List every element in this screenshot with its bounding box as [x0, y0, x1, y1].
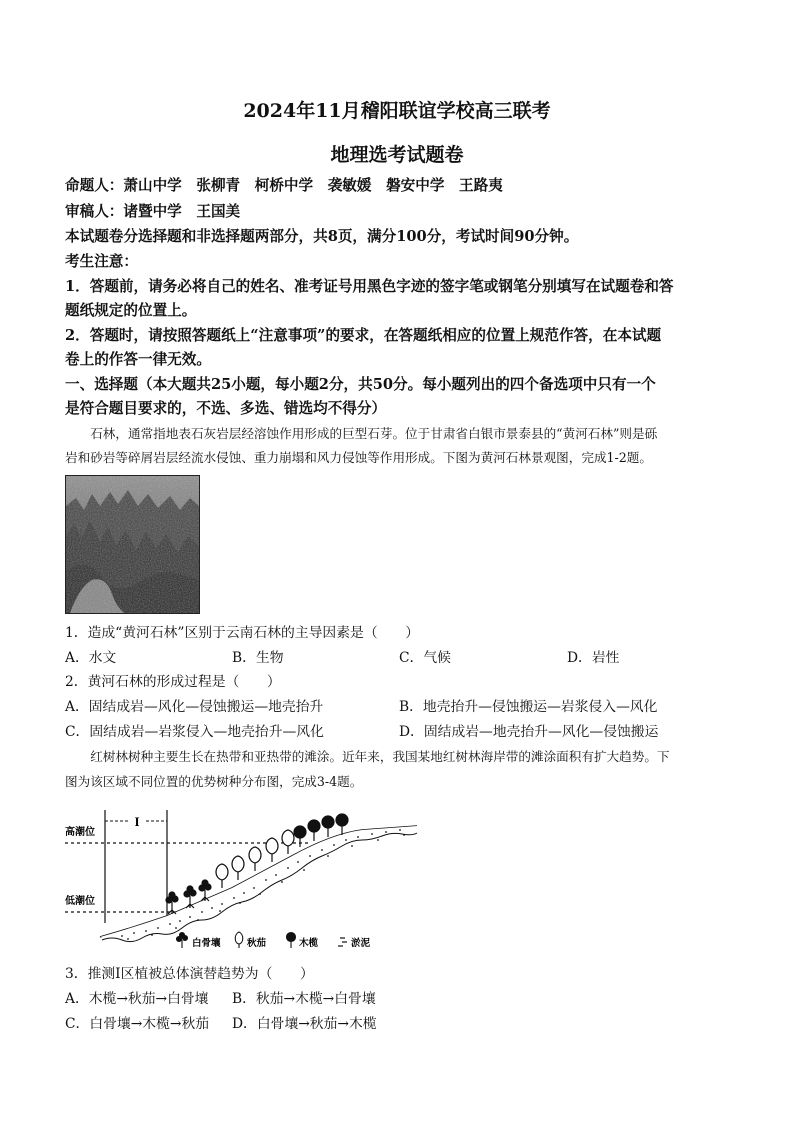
stone-forest-photo	[65, 475, 200, 614]
zone-i-label: I	[134, 814, 140, 829]
question-2-option-a: A．固结成岩—风化—侵蚀搬运—地壳抬升	[65, 699, 324, 715]
question-2-option-d: D．固结成岩—地壳抬升—风化—侵蚀搬运	[399, 724, 659, 740]
low-tide-label: 低潮位	[65, 896, 95, 907]
passage-2-line-2: 图为该区域不同位置的优势树种分布图，完成3-4题。	[65, 774, 363, 789]
exam-title: 2024年11月稽阳联谊学校高三联考	[243, 100, 551, 122]
overview-line: 本试题卷分选择题和非选择题两部分，共8页，满分100分，考试时间90分钟。	[65, 228, 579, 245]
high-tide-label: 高潮位	[65, 827, 95, 838]
question-3-option-d: D．白骨壤→秋茄→木榄	[232, 1016, 377, 1032]
passage-1-line-1: 石林，通常指地表石灰岩层经溶蚀作用形成的巨型石芽。位于甘肃省白银市景泰县的“黄河石林”则是砾	[65, 426, 658, 441]
question-2-option-b: B．地壳抬升—侵蚀搬运—岩浆侵入—风化	[399, 699, 658, 715]
legend-mulan: 木榄	[299, 938, 319, 949]
notice-item-2-line-1: 2．答题时，请按照答题纸上“注意事项”的要求，在答题纸相应的位置上规范作答，在本试题	[65, 327, 662, 344]
authors-line: 命题人：萧山中学 张柳青 柯桥中学 袭敏媛 磐安中学 王路夷	[65, 177, 503, 194]
legend-mud: 淤泥	[351, 938, 371, 949]
notice-heading: 考生注意：	[65, 253, 138, 270]
question-3-option-a: A．木榄→秋茄→白骨壤	[65, 991, 209, 1007]
reviewer-line: 审稿人：诸暨中学 王国美	[65, 203, 241, 220]
question-1-option-c: C．气候	[399, 650, 451, 666]
question-2-option-c: C．固结成岩—岩浆侵入—地壳抬升—风化	[65, 724, 324, 740]
question-3-option-b: B．秋茄→木榄→白骨壤	[232, 991, 376, 1007]
passage-1-line-2: 岩和砂岩等碎屑岩层经流水侵蚀、重力崩塌和风力侵蚀等作用形成。下图为黄河石林景观图，完成1-2题。	[65, 450, 652, 465]
passage-2-line-1: 红树林树种主要生长在热带和亚热带的滩涂。近年来，我国某地红树林海岸带的滩涂面积有扩大趋势。下	[65, 749, 670, 764]
exam-subtitle: 地理选考试题卷	[330, 144, 464, 166]
mangrove-zonation-diagram	[62, 800, 422, 952]
question-3-stem: 3．推测Ⅰ区植被总体演替趋势为（ ）	[65, 966, 314, 982]
question-1-option-d: D．岩性	[567, 650, 620, 666]
notice-item-2-line-2: 卷上的作答一律无效。	[65, 351, 211, 368]
section-heading-line-2: 是符合题目要求的，不选、多选、错选均不得分）	[65, 400, 387, 417]
diagram-legend	[177, 932, 371, 949]
question-1-stem: 1．造成“黄河石林”区别于云南石林的主导因素是（ ）	[65, 625, 420, 641]
question-2-stem: 2．黄河石林的形成过程是（ ）	[65, 674, 281, 690]
question-3-option-c: C．白骨壤→木榄→秋茄	[65, 1016, 210, 1032]
notice-item-1-line-2: 题纸规定的位置上。	[65, 302, 197, 319]
notice-item-1-line-1: 1．答题前，请务必将自己的姓名、准考证号用黑色字迹的签字笔或钢笔分别填写在试题卷和答	[65, 278, 674, 295]
question-1-option-b: B．生物	[232, 650, 284, 666]
section-heading-line-1: 一、选择题（本大题共25小题，每小题2分，共50分。每小题列出的四个备选项中只有一个	[65, 376, 656, 393]
question-1-option-a: A．水文	[65, 650, 117, 666]
legend-qiugie: 秋茄	[247, 938, 267, 949]
legend-baiguran: 白骨壤	[192, 938, 221, 949]
